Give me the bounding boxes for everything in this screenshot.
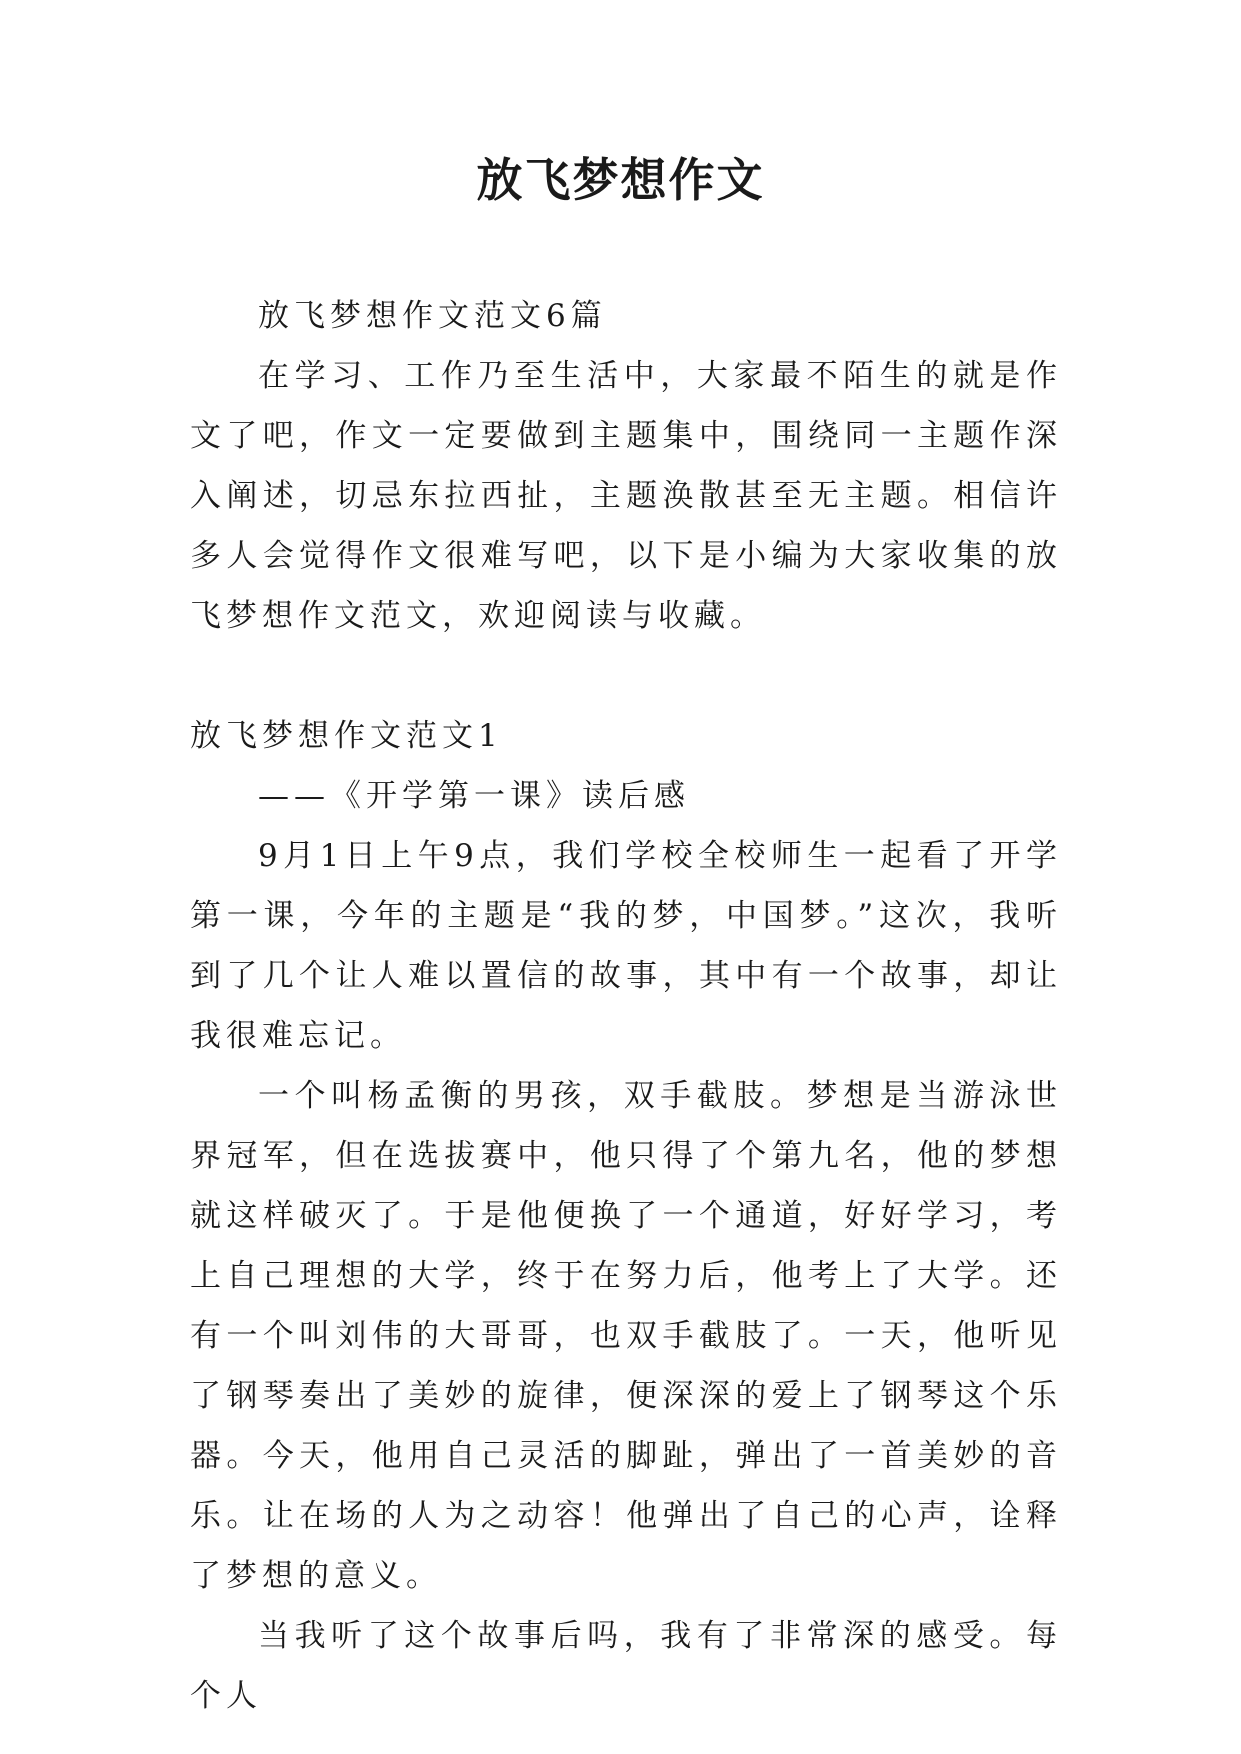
section-subheading: ——《开学第一课》读后感	[258, 778, 690, 814]
body-paragraph: 9月1日上午9点，我们学校全校师生一起看了开学第一课，今年的主题是“我的梦，中国梦。”这次，我听到了几个让人难以置信的故事，其中有一个故事，却让我很难忘记。	[190, 838, 1062, 1054]
document-subtitle: 放飞梦想作文范文6篇	[258, 298, 607, 334]
section-heading: 放飞梦想作文范文1	[190, 718, 503, 754]
intro-paragraph: 在学习、工作乃至生活中，大家最不陌生的就是作文了吧，作文一定要做到主题集中，围绕同一主题作深入阐述，切忌东拉西扯，主题涣散甚至无主题。相信许多人会觉得作文很难写吧，以下是小编为大家收集的放飞梦想作文范文，欢迎阅读与收藏。	[190, 358, 1062, 634]
document-title: 放飞梦想作文	[476, 153, 765, 207]
body-paragraph: 当我听了这个故事后吗，我有了非常深的感受。每个人	[190, 1618, 1062, 1714]
document-body	[190, 286, 1062, 1726]
body-paragraph: 一个叫杨孟衡的男孩，双手截肢。梦想是当游泳世界冠军，但在选拔赛中，他只得了个第九名，他的梦想就这样破灭了。于是他便换了一个通道，好好学习，考上自己理想的大学，终于在努力后，他考上了大学。还有一个叫刘伟的大哥哥，也双手截肢了。一天，他听见了钢琴奏出了美妙的旋律，便深深的爱上了钢琴这个乐器。今天，他用自己灵活的脚趾，弹出了一首美妙的音乐。让在场的人为之动容！他弹出了自己的心声，诠释了梦想的意义。	[190, 1078, 1062, 1594]
